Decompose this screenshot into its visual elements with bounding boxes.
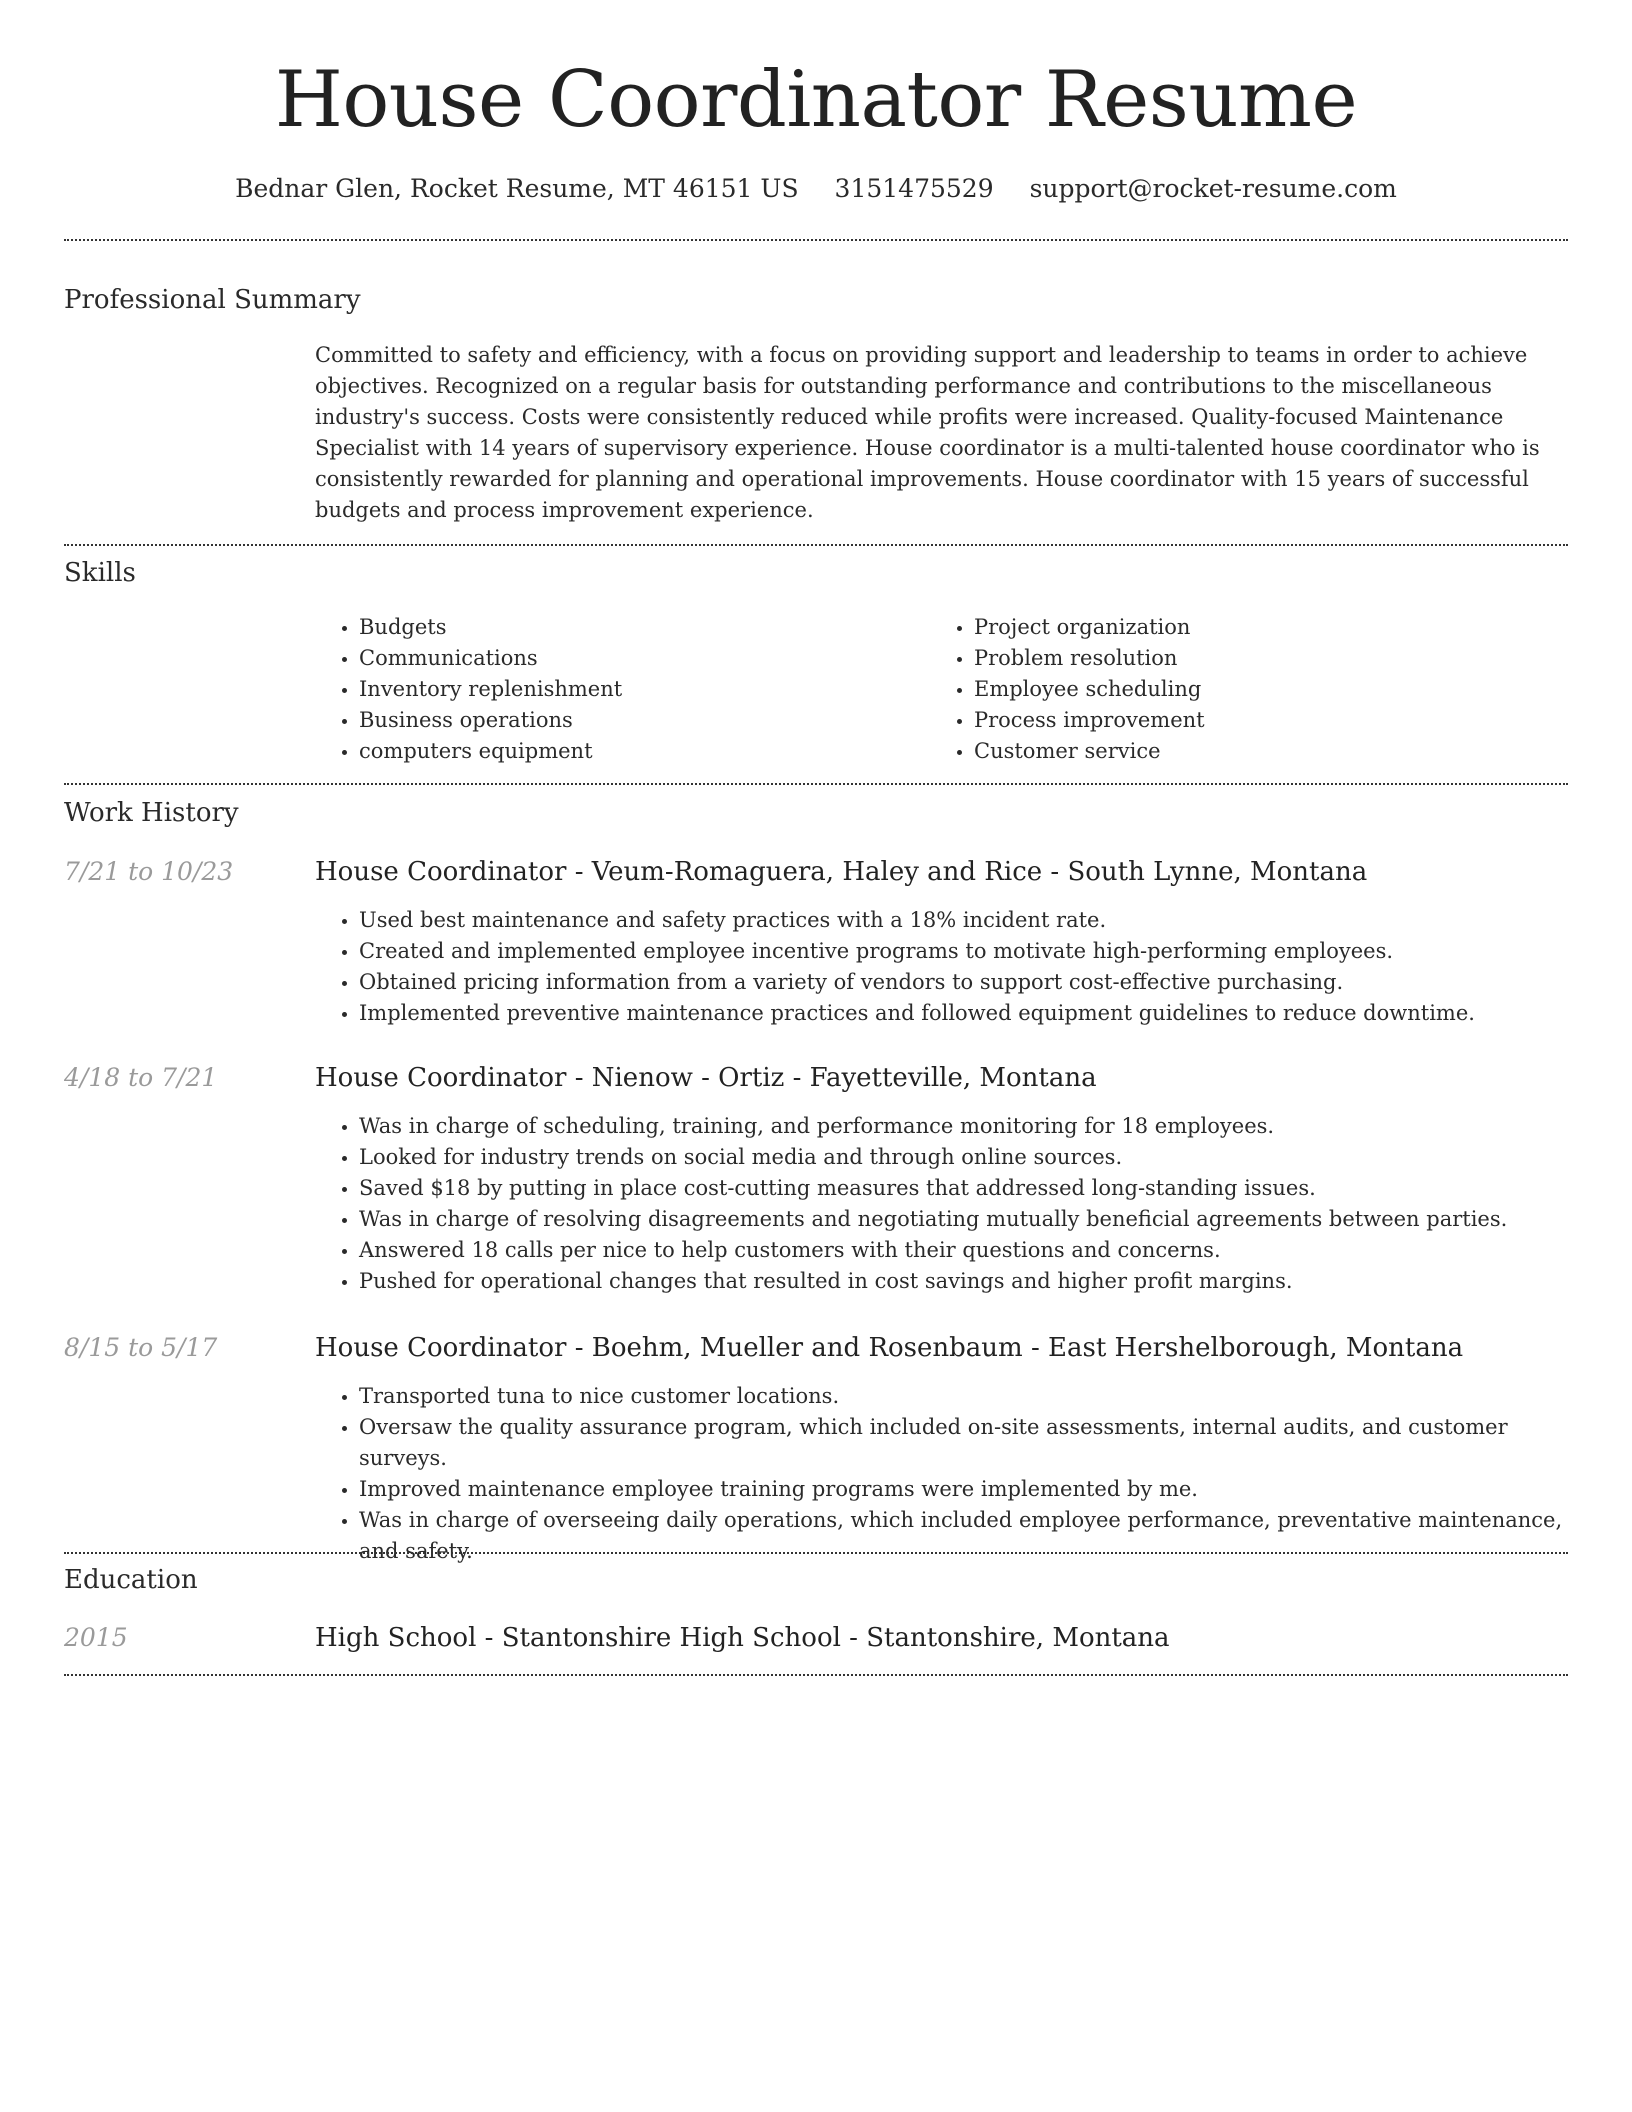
skill-item: • Process improvement (974, 705, 1530, 736)
duty-item: • Implemented preventive maintenance practices and followed equipment guidelines to reduce downtime. (359, 998, 1570, 1029)
skill-item: • Problem resolution (974, 643, 1530, 674)
job-heading: House Coordinator - Nienow - Ortiz - Fayetteville, Montana (315, 1063, 1097, 1093)
job-heading: House Coordinator - Boehm, Mueller and Rosenbaum - East Hershelborough, Montana (315, 1333, 1464, 1363)
job-dates: 7/21 to 10/23 (64, 857, 234, 886)
resume-title: House Coordinator Resume (274, 55, 1358, 145)
job-duties (315, 1381, 1570, 1567)
education-year: 2015 (64, 1623, 128, 1652)
summary-text: Committed to safety and efficiency, with a focus on providing support and leadership to teams in order to achieve objectives. Recognized on a regular basis for outstanding performance and contributions to the miscellaneous industry's success. Costs were consistently reduced while profits were increased. Quality-focused Maintenance Specialist with 14 years of supervisory experience. House coordinator is a multi-talented house coordinator who is consistently rewarded for planning and operational improvements. House coordinator with 15 years of successful budgets and process improvement experience. (315, 343, 1540, 522)
contact-email[interactable]: support@rocket-resume.com (1029, 174, 1397, 203)
job-dates: 4/18 to 7/21 (64, 1063, 218, 1092)
skill-item: • Budgets (359, 612, 915, 643)
skills-list-right (930, 612, 1530, 767)
duty-item: • Was in charge of overseeing daily operations, which included employee performance, preventative maintenance, and safety. (359, 1505, 1570, 1567)
job-duties (315, 905, 1570, 1029)
skill-item: • Inventory replenishment (359, 674, 915, 705)
duty-item: • Used best maintenance and safety practices with a 18% incident rate. (359, 905, 1570, 936)
skill-item: • Communications (359, 643, 915, 674)
skills-heading: Skills (64, 558, 136, 588)
duty-item: • Created and implemented employee incentive programs to motivate high-performing employees. (359, 936, 1570, 967)
divider (64, 544, 1568, 546)
divider (64, 239, 1568, 241)
duty-item: • Was in charge of resolving disagreements and negotiating mutually beneficial agreements between parties. (359, 1204, 1570, 1235)
skill-item: • computers equipment (359, 736, 915, 767)
summary-heading: Professional Summary (64, 285, 361, 315)
divider (64, 783, 1568, 785)
duty-item: • Answered 18 calls per nice to help customers with their questions and concerns. (359, 1235, 1570, 1266)
divider (64, 1552, 1568, 1554)
duty-item: • Obtained pricing information from a variety of vendors to support cost-effective purchasing. (359, 967, 1570, 998)
skill-item: • Business operations (359, 705, 915, 736)
job-heading: House Coordinator - Veum-Romaguera, Haley and Rice - South Lynne, Montana (315, 857, 1368, 887)
divider (64, 1674, 1568, 1676)
contact-address: Bednar Glen, Rocket Resume, MT 46151 US (235, 174, 799, 203)
job-duties (315, 1111, 1570, 1297)
duty-item: • Improved maintenance employee training programs were implemented by me. (359, 1474, 1570, 1505)
contact-line (0, 172, 1632, 206)
duty-item: • Pushed for operational changes that resulted in cost savings and higher profit margins. (359, 1266, 1570, 1297)
skill-item: • Employee scheduling (974, 674, 1530, 705)
education-degree: High School - Stantonshire High School - Stantonshire, Montana (315, 1623, 1170, 1653)
education-heading: Education (64, 1565, 198, 1595)
skills-list-left (315, 612, 915, 767)
skill-item: • Project organization (974, 612, 1530, 643)
contact-phone: 3151475529 (834, 174, 994, 203)
job-dates: 8/15 to 5/17 (64, 1333, 218, 1362)
duty-item: • Looked for industry trends on social media and through online sources. (359, 1142, 1570, 1173)
duty-item: • Was in charge of scheduling, training, and performance monitoring for 18 employees. (359, 1111, 1570, 1142)
work-history-heading: Work History (64, 798, 239, 828)
duty-item: • Saved $18 by putting in place cost-cutting measures that addressed long-standing issues. (359, 1173, 1570, 1204)
duty-item: • Transported tuna to nice customer locations. (359, 1381, 1570, 1412)
skill-item: • Customer service (974, 736, 1530, 767)
duty-item: • Oversaw the quality assurance program, which included on-site assessments, internal audits, and customer surveys. (359, 1412, 1570, 1474)
